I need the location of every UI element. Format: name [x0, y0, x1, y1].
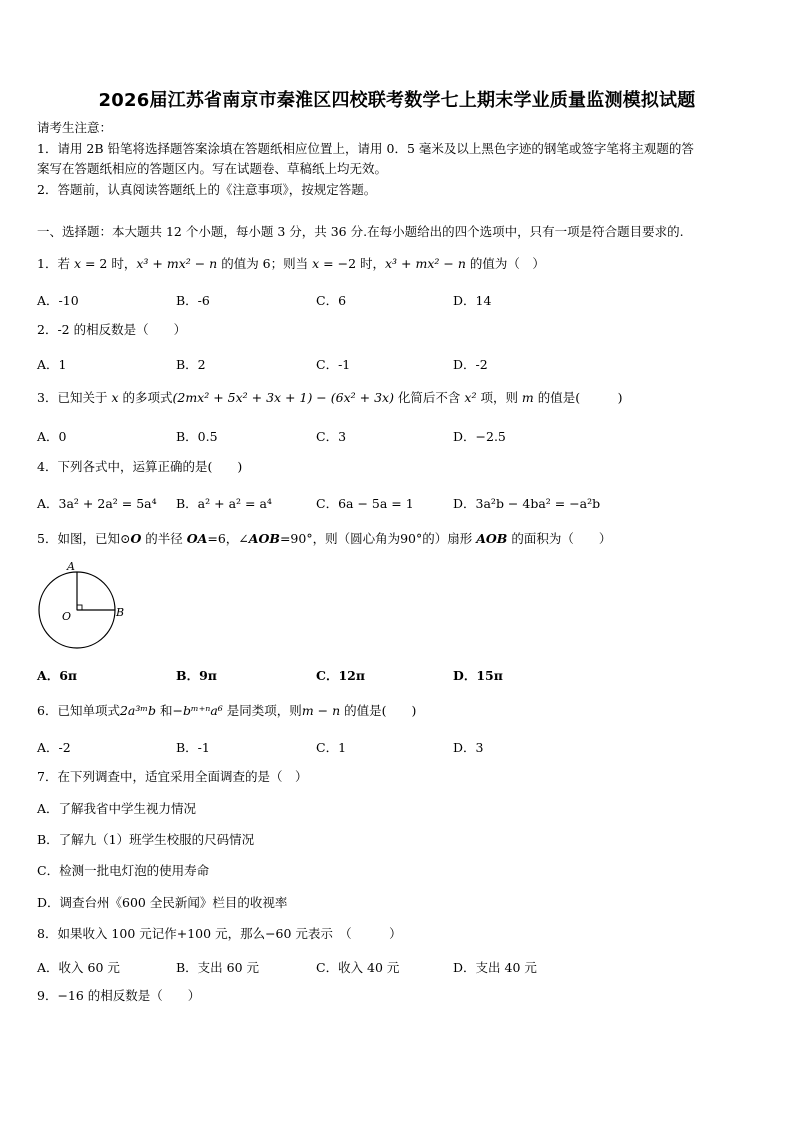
- q4-option-c[interactable]: C．6a − 5a = 1: [316, 496, 414, 511]
- q2-option-a[interactable]: A．1: [37, 357, 67, 372]
- q3-text: 项，则: [476, 390, 522, 405]
- circle-sector-figure: [30, 558, 134, 654]
- right-angle-mark: [77, 605, 82, 610]
- label-o: O: [62, 610, 72, 623]
- question-1: [37, 256, 545, 272]
- q1-option-c[interactable]: C．6: [316, 293, 347, 308]
- q3-option-d[interactable]: D．−2.5: [453, 429, 506, 444]
- q5-var: O: [130, 531, 142, 546]
- q4-option-d[interactable]: D．3a²b − 4ba² = −a²b: [453, 496, 601, 511]
- q5-var: OA: [186, 531, 208, 546]
- q1-text: = −2 时，: [319, 256, 385, 271]
- q3-option-a[interactable]: A．0: [37, 429, 67, 444]
- question-3: [37, 390, 623, 406]
- q3-var-x2: x²: [464, 390, 477, 405]
- q3-text: 的多项式: [118, 390, 173, 405]
- question-2: 2．-2 的相反数是（ ）: [37, 322, 187, 337]
- q3-var-m: m: [521, 390, 534, 405]
- page-title: 2026届江苏省南京市秦淮区四校联考数学七上期末学业质量监测模拟试题: [98, 90, 696, 111]
- q5-option-b[interactable]: B．9π: [176, 668, 217, 683]
- q5-option-a[interactable]: A．6π: [37, 668, 78, 683]
- q1-option-d[interactable]: D．14: [453, 293, 492, 308]
- q6-option-a[interactable]: A．-2: [37, 740, 71, 755]
- q2-option-c[interactable]: C．-1: [316, 357, 351, 372]
- q3-expression: (2mx² + 5x² + 3x + 1) − (6x² + 3x): [172, 390, 394, 405]
- q5-text: 的半径: [141, 531, 187, 546]
- notice-item-1-line-1: 1．请用 2B 铅笔将选择题答案涂填在答题纸相应位置上，请用 0．5 毫米及以上黑色字迹的钢笔或签字笔将主观题的答: [37, 141, 694, 156]
- question-6: [37, 703, 416, 719]
- section-heading-choice: 一、选择题：本大题共 12 个小题，每小题 3 分，共 36 分.在每小题给出的四个选项中，只有一项是符合题目要求的.: [37, 224, 684, 239]
- label-a: A: [67, 560, 75, 573]
- q6-option-c[interactable]: C．1: [316, 740, 347, 755]
- q7-option-a[interactable]: A．了解我省中学生视力情况: [37, 801, 197, 816]
- q4-option-b[interactable]: B．a² + a² = a⁴: [176, 496, 272, 511]
- q4-option-a[interactable]: A．3a² + 2a² = 5a⁴: [37, 496, 157, 511]
- q6-expression: m − n: [301, 703, 341, 718]
- q8-option-c[interactable]: C．收入 40 元: [316, 960, 400, 975]
- question-9: 9．−16 的相反数是（ ）: [37, 988, 201, 1003]
- q5-var: AOB: [476, 531, 508, 546]
- q5-option-d[interactable]: D．15π: [453, 668, 503, 683]
- q2-option-d[interactable]: D．-2: [453, 357, 488, 372]
- q7-option-b[interactable]: B．了解九（1）班学生校服的尺码情况: [37, 832, 255, 847]
- q6-text: 的值是( ): [340, 703, 417, 718]
- question-4: 4．下列各式中，运算正确的是( ): [37, 459, 243, 474]
- q3-text: 化简后不含: [393, 390, 465, 405]
- q8-option-d[interactable]: D．支出 40 元: [453, 960, 537, 975]
- question-1-number: 1．: [37, 256, 58, 271]
- q5-text: 的面积为（ ）: [507, 531, 612, 546]
- q3-var-x: x: [111, 390, 119, 405]
- q3-option-c[interactable]: C．3: [316, 429, 347, 444]
- q6-monomial-2: −bᵐ⁺ⁿa⁶: [172, 703, 223, 718]
- q2-option-b[interactable]: B．2: [176, 357, 206, 372]
- q6-text: 6．已知单项式: [37, 703, 120, 718]
- q5-text: =90°，则（圆心角为90°的）扇形: [279, 531, 477, 546]
- q1-var-x: x: [73, 256, 81, 271]
- q5-option-c[interactable]: C．12π: [316, 668, 365, 683]
- notice-item-1-line-2: 案写在答题纸相应的答题区内。写在试题卷、草稿纸上均无效。: [37, 161, 388, 176]
- question-8: 8．如果收入 100 元记作+100 元，那么−60 元表示 （ ）: [37, 926, 402, 941]
- notice-heading: 请考生注意：: [37, 120, 113, 135]
- q3-option-b[interactable]: B．0.5: [176, 429, 218, 444]
- q5-text: =6，∠: [207, 531, 249, 546]
- q1-expression: x³ + mx² − n: [385, 256, 466, 271]
- q1-text: 的值为 6；则当: [217, 256, 313, 271]
- q5-var: AOB: [248, 531, 280, 546]
- q8-option-a[interactable]: A．收入 60 元: [37, 960, 120, 975]
- q1-text: 的值为（ ）: [465, 256, 545, 271]
- q1-text: = 2 时，: [81, 256, 137, 271]
- q6-text: 和: [156, 703, 173, 718]
- q6-option-d[interactable]: D．3: [453, 740, 484, 755]
- notice-item-2: 2．答题前，认真阅读答题纸上的《注意事项》，按规定答题。: [37, 182, 377, 197]
- q1-expression: x³ + mx² − n: [136, 256, 218, 271]
- label-b: B: [116, 606, 125, 619]
- q6-monomial-1: 2a³ᵐb: [119, 703, 157, 718]
- q6-text: 是同类项，则: [222, 703, 302, 718]
- question-7: 7．在下列调查中，适宜采用全面调查的是（ ）: [37, 769, 308, 784]
- q7-option-c[interactable]: C．检测一批电灯泡的使用寿命: [37, 863, 210, 878]
- q6-option-b[interactable]: B．-1: [176, 740, 210, 755]
- q5-text: 5．如图，已知⊙: [37, 531, 131, 546]
- q3-text: 3．已知关于: [37, 390, 112, 405]
- q3-text: 的值是( ): [533, 390, 623, 405]
- q1-text: 若: [57, 256, 74, 271]
- q8-option-b[interactable]: B．支出 60 元: [176, 960, 260, 975]
- q1-option-b[interactable]: B．-6: [176, 293, 210, 308]
- q7-option-d[interactable]: D．调查台州《600 全民新闻》栏目的收视率: [37, 895, 288, 910]
- q1-option-a[interactable]: A．-10: [37, 293, 79, 308]
- q1-var-x: x: [312, 256, 320, 271]
- question-5: [37, 531, 611, 547]
